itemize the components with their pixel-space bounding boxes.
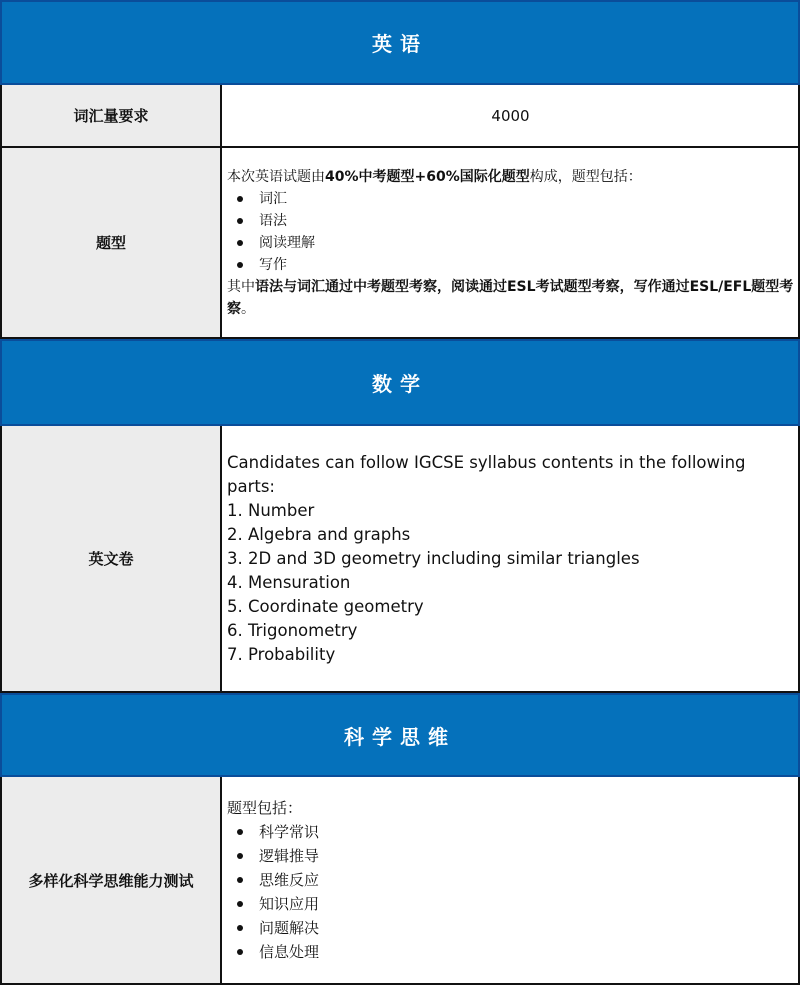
intro-text: Candidates can follow IGCSE syllabus contents in the following parts: (227, 452, 746, 496)
bullet-icon (237, 240, 243, 246)
list-item-text: 知识应用 (259, 895, 320, 913)
list-item-text: 问题解决 (259, 919, 320, 937)
row-label: 词汇量要求 (2, 85, 222, 146)
list-item-text: 语法 (259, 212, 287, 229)
list-item (227, 254, 794, 276)
list-item-text: 写作 (259, 256, 287, 273)
section-header-math (0, 339, 800, 426)
list-item (227, 820, 794, 844)
table-row-vocabulary (0, 85, 800, 148)
section-title: 数学 (372, 372, 428, 396)
section-header-science (0, 693, 800, 777)
list-item (227, 844, 794, 868)
list-item: 2. Algebra and graphs (227, 524, 411, 544)
list-item (227, 868, 794, 892)
section-title: 科学思维 (344, 724, 456, 749)
table-row-english-paper (0, 426, 800, 693)
outro-plain: 其中 (227, 278, 255, 295)
list-item: 1. Number (227, 500, 315, 520)
table-row-question-types (0, 148, 800, 339)
bullet-icon (237, 877, 243, 883)
outro-bold: 语法与词汇通过中考题型考察，阅读通过ESL考试题型考察，写作通过ESL/EFL题型考察 (227, 278, 794, 317)
list-item (227, 916, 794, 940)
list-item (227, 210, 794, 232)
section-header-english (0, 0, 800, 85)
bullet-icon (237, 925, 243, 931)
bullet-icon (237, 262, 243, 268)
bullet-icon (237, 196, 243, 202)
intro-plain: 本次英语试题由 (227, 168, 325, 185)
bullet-list (227, 188, 794, 276)
row-label: 题型 (2, 148, 222, 337)
row-value (222, 777, 798, 983)
intro-text: 题型包括： (227, 799, 303, 817)
list-item: 4. Mensuration (227, 572, 351, 592)
list-item-text: 阅读理解 (259, 234, 315, 251)
list-item: 5. Coordinate geometry (227, 596, 424, 616)
intro-plain: 构成，题型包括： (529, 168, 642, 185)
bullet-icon (237, 901, 243, 907)
list-item: 7. Probability (227, 644, 336, 664)
row-label: 英文卷 (2, 426, 222, 691)
outro-text (227, 276, 794, 320)
row-label: 多样化科学思维能力测试 (2, 777, 222, 983)
row-value (222, 426, 798, 691)
list-item-text: 逻辑推导 (259, 847, 320, 865)
list-item: 3. 2D and 3D geometry including similar triangles (227, 548, 640, 568)
bullet-icon (237, 829, 243, 835)
bullet-icon (237, 218, 243, 224)
list-item: 6. Trigonometry (227, 620, 358, 640)
bullet-list (227, 820, 794, 964)
table-row-science-test (0, 777, 800, 985)
list-item-text: 科学常识 (259, 823, 320, 841)
list-item-text: 词汇 (259, 190, 287, 207)
row-value: 4000 (491, 106, 530, 125)
list-item-text: 思维反应 (259, 871, 320, 889)
list-item-text: 信息处理 (259, 943, 320, 961)
row-value (222, 148, 798, 337)
outro-plain: 。 (241, 300, 255, 317)
intro-bold: 40%中考题型+60%国际化题型 (325, 168, 530, 185)
list-item (227, 892, 794, 916)
list-item (227, 188, 794, 210)
bullet-icon (237, 949, 243, 955)
section-title: 英语 (372, 32, 428, 56)
bullet-icon (237, 853, 243, 859)
intro-text (227, 166, 794, 188)
list-item (227, 232, 794, 254)
list-item (227, 940, 794, 964)
